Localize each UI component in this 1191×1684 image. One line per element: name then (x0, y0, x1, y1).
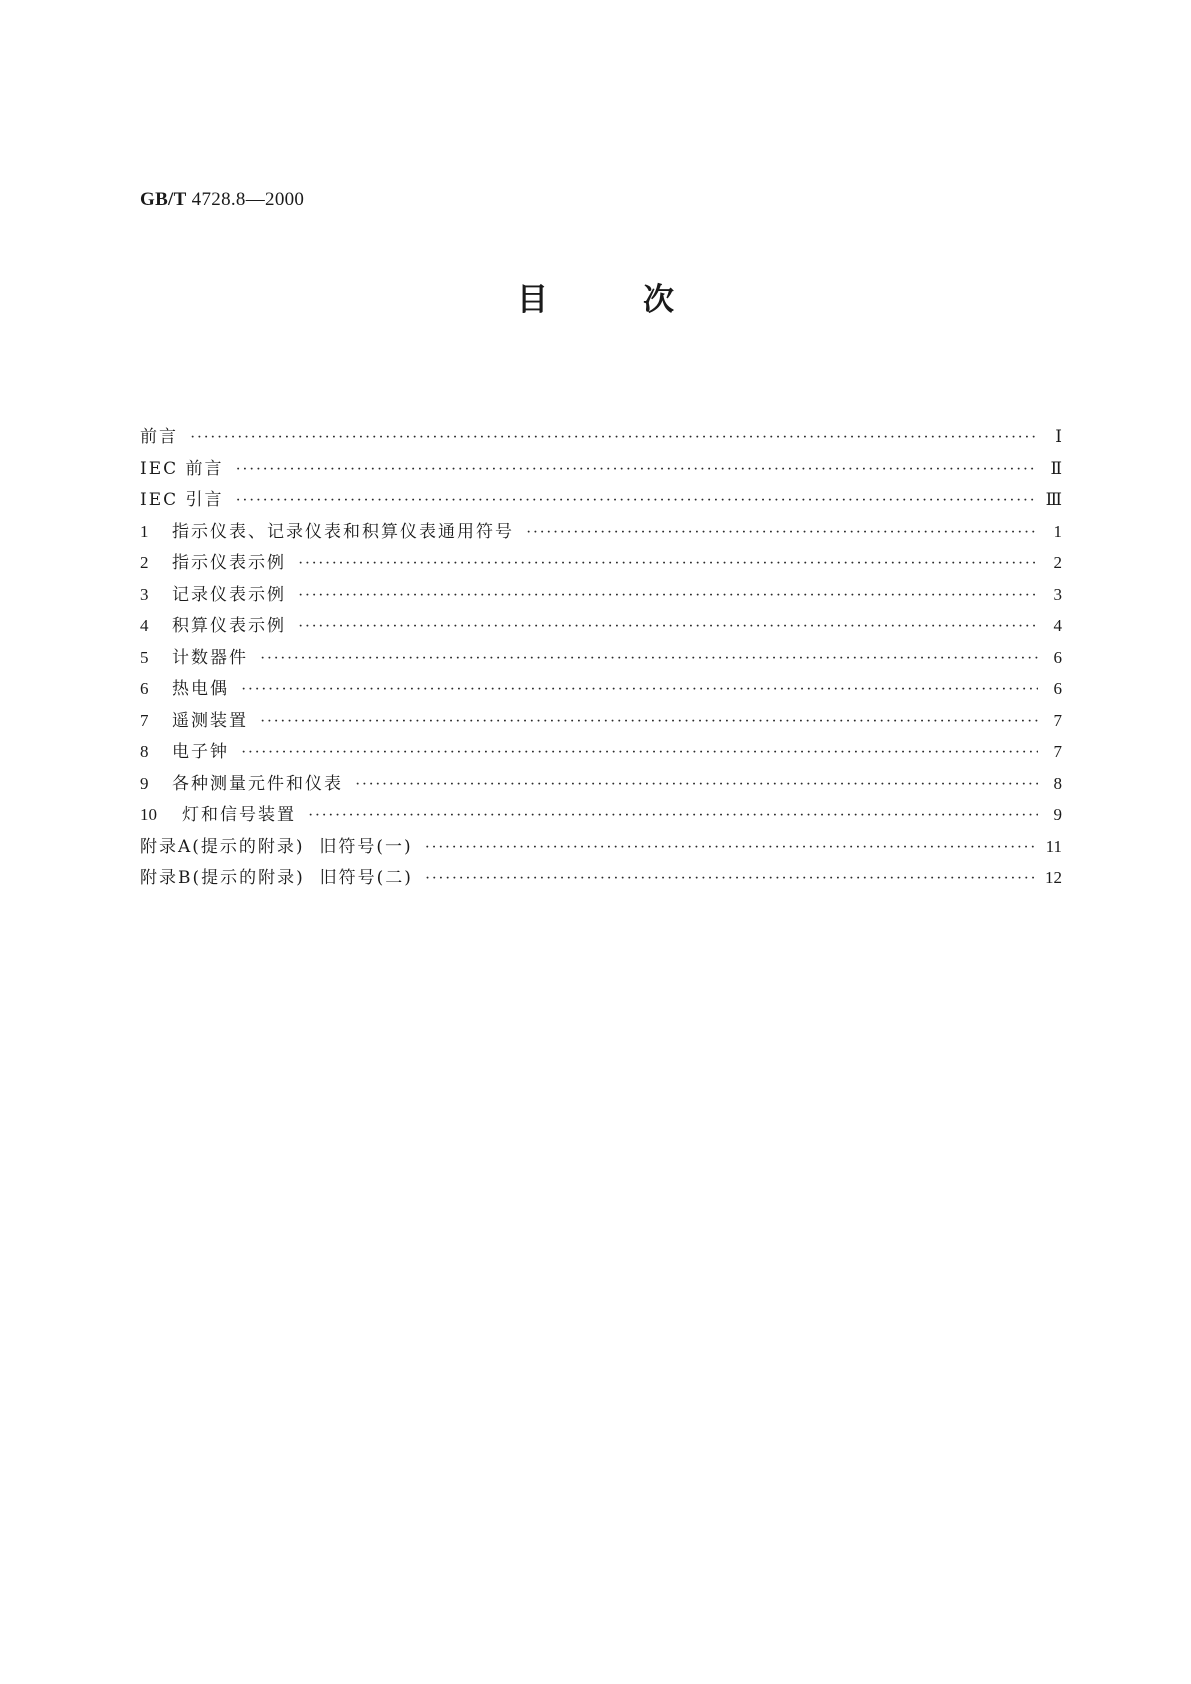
toc-entry-section-9[interactable] (140, 769, 1062, 801)
title-char-2: 次 (643, 282, 674, 318)
toc-entry-section-5[interactable] (140, 643, 1062, 675)
toc-page-number: 8 (1053, 773, 1062, 793)
toc-section-number: 1 (140, 521, 149, 541)
toc-page-number: 7 (1053, 710, 1062, 730)
dot-leader (425, 870, 1035, 888)
standard-code (140, 189, 304, 211)
toc-page-number: 3 (1053, 584, 1062, 604)
dot-leader (236, 492, 1036, 510)
toc-page-number: 9 (1053, 805, 1062, 824)
toc-entry-title: 灯和信号装置 (182, 805, 296, 825)
toc-entry-section-10[interactable] (140, 800, 1062, 832)
dot-leader (236, 461, 1038, 479)
toc-entry-section-8[interactable] (140, 737, 1062, 769)
dot-leader (190, 429, 1038, 447)
toc-entry-title: 遥测装置 (172, 710, 248, 731)
toc-page-number: 6 (1053, 679, 1062, 698)
toc-page-number: Ⅲ (1045, 490, 1062, 509)
toc-section-number: 2 (140, 553, 149, 572)
dot-leader (355, 776, 1038, 794)
dot-leader (298, 587, 1038, 605)
toc-entry-title: 附录B(提示的附录) 旧符号(二) (140, 868, 413, 888)
toc-entry-title: 电子钟 (172, 742, 229, 762)
toc-entry-appendix-b[interactable] (140, 863, 1062, 895)
toc-section-number: 5 (140, 647, 149, 667)
toc-entry-title: IEC 引言 (140, 490, 224, 510)
toc-page-number: 1 (1053, 521, 1062, 541)
toc-page-number: Ⅱ (1050, 458, 1062, 478)
toc-page-number: 11 (1045, 836, 1062, 856)
toc-entry-title: 记录仪表示例 (172, 584, 286, 605)
dot-leader (526, 524, 1038, 542)
dot-leader (308, 807, 1038, 825)
standard-number: 4728.8—2000 (191, 189, 305, 210)
toc-page-number: 2 (1053, 553, 1062, 572)
toc-section-number: 4 (140, 616, 149, 635)
toc-entry-iec-introduction[interactable] (140, 485, 1062, 517)
toc-section-number: 8 (140, 742, 149, 761)
toc-entry-section-1[interactable] (140, 517, 1062, 549)
toc-entry-section-3[interactable] (140, 580, 1062, 612)
toc-entry-title: 热电偶 (172, 679, 229, 699)
standard-prefix: GB/T (140, 189, 187, 210)
toc-page-number: 12 (1045, 868, 1062, 887)
toc-section-number: 10 (140, 805, 157, 824)
toc-page-number: 7 (1053, 742, 1062, 761)
dot-leader (241, 681, 1038, 699)
toc-entry-title: 积算仪表示例 (172, 616, 286, 636)
toc-entry-section-2[interactable] (140, 548, 1062, 580)
toc-section-number: 9 (140, 773, 149, 793)
table-of-contents (140, 422, 1062, 895)
toc-page-number: 4 (1053, 616, 1062, 635)
toc-entry-title: 各种测量元件和仪表 (172, 773, 343, 794)
dot-leader (260, 713, 1038, 731)
toc-entry-title: 指示仪表示例 (172, 553, 286, 573)
toc-section-number: 3 (140, 584, 149, 604)
toc-entry-appendix-a[interactable] (140, 832, 1062, 864)
toc-page-number: Ⅰ (1055, 427, 1062, 446)
toc-section-number: 6 (140, 679, 149, 698)
toc-entry-section-6[interactable] (140, 674, 1062, 706)
toc-entry-title: 指示仪表、记录仪表和积算仪表通用符号 (172, 521, 514, 542)
toc-page-number: 6 (1053, 647, 1062, 667)
toc-entry-section-7[interactable] (140, 706, 1062, 738)
toc-entry-title: IEC 前言 (140, 458, 224, 479)
dot-leader (425, 839, 1036, 857)
dot-leader (298, 555, 1038, 573)
toc-entry-title: 前言 (140, 427, 178, 447)
dot-leader (260, 650, 1038, 668)
dot-leader (298, 618, 1038, 636)
dot-leader (241, 744, 1038, 762)
toc-entry-title: 计数器件 (172, 647, 248, 668)
toc-entry-section-4[interactable] (140, 611, 1062, 643)
toc-entry-iec-foreword[interactable] (140, 454, 1062, 486)
toc-entry-foreword[interactable] (140, 422, 1062, 454)
toc-section-number: 7 (140, 710, 149, 730)
title-char-1: 目 (517, 282, 548, 318)
page-title (0, 280, 1191, 320)
toc-entry-title: 附录A(提示的附录) 旧符号(一) (140, 836, 413, 857)
